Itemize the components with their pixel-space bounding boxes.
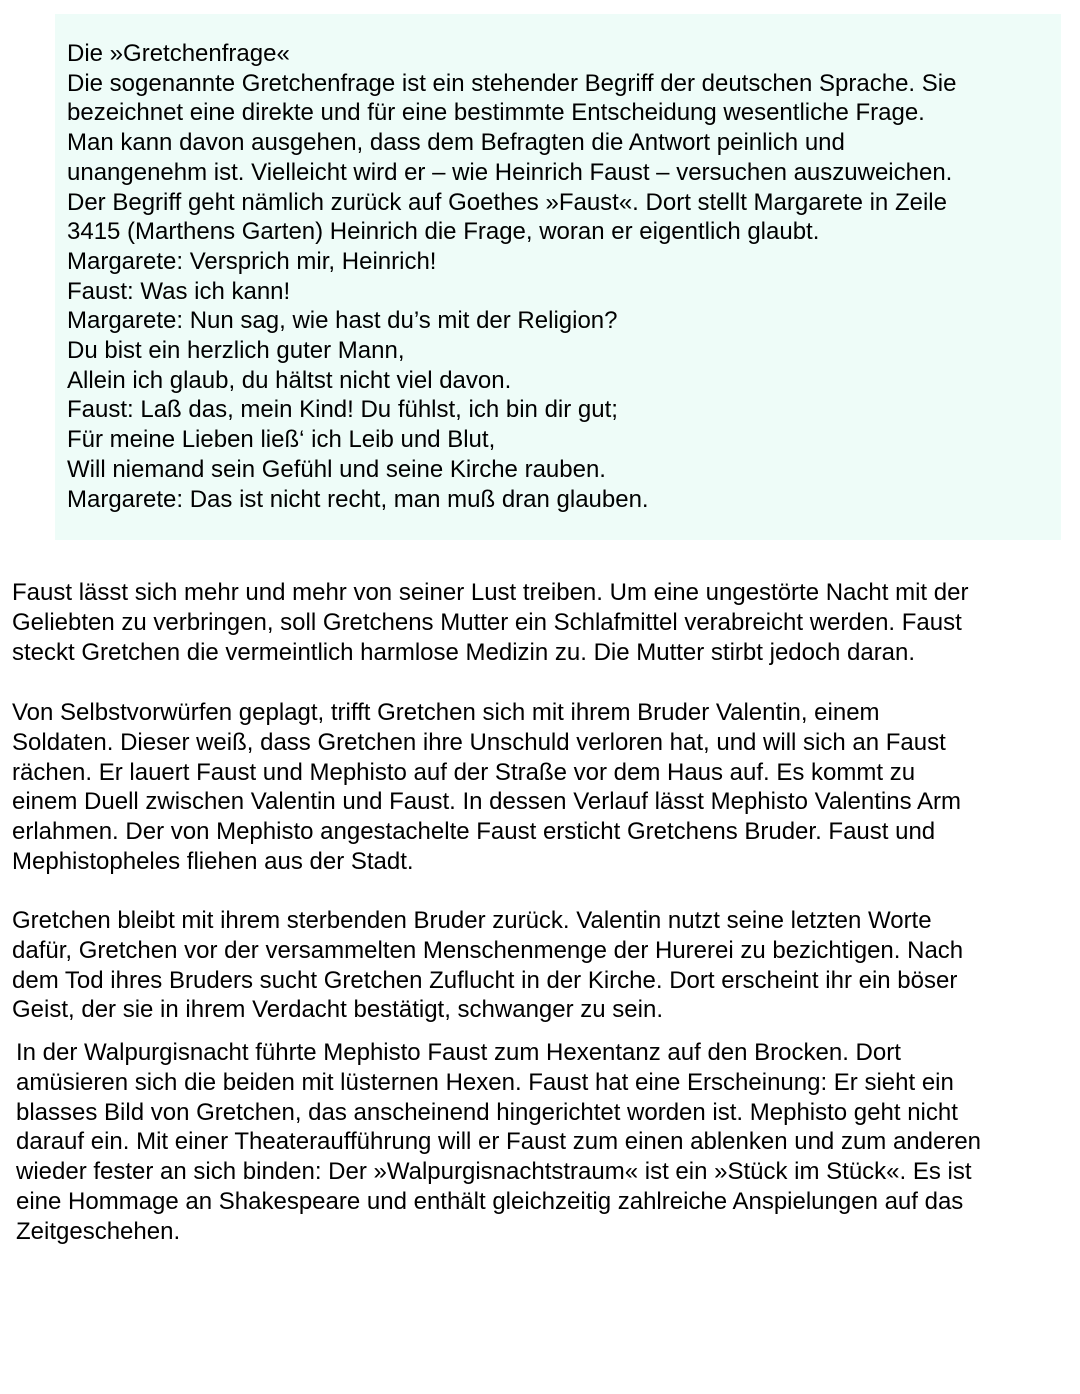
paragraph-line: Gretchen bleibt mit ihrem sterbenden Bruder zurück. Valentin nutzt seine letzten Worte [12,907,932,934]
paragraph-line: eine Hommage an Shakespeare und enthält gleichzeitig zahlreiche Anspielungen auf das [16,1187,964,1215]
paragraph-sleeping-potion [12,578,968,667]
paragraph-line: Von Selbstvorwürfen geplagt, trifft Gretchen sich mit ihrem Bruder Valentin, einem [12,699,880,726]
paragraph-line: blasses Bild von Gretchen, das anscheinend hingerichtet worden ist. Mephisto geht nicht [16,1098,958,1126]
paragraph-line: Faust lässt sich mehr und mehr von seiner Lust treiben. Um eine ungestörte Nacht mit der [12,579,969,606]
paragraph-line: rächen. Er lauert Faust und Mephisto auf der Straße vor dem Haus auf. Es kommt zu [12,758,916,786]
box-line: Du bist ein herzlich guter Mann, [67,337,405,365]
paragraph-walpurgisnacht [16,1038,981,1247]
box-line: Für meine Lieben ließ‘ ich Leib und Blut, [67,426,496,454]
box-line: Margarete: Versprich mir, Heinrich! [67,247,437,275]
paragraph-line: Geliebten zu verbringen, soll Gretchens Mutter ein Schlafmittel verabreicht werden. Faust [12,608,962,636]
paragraph-line: dafür, Gretchen vor der versammelten Menschenmenge der Hurerei zu bezichtigen. Nach [12,936,964,964]
box-line: bezeichnet eine direkte und für eine bestimmte Entscheidung wesentliche Frage. [67,99,925,127]
paragraph-line: darauf ein. Mit einer Theateraufführung will er Faust zum einen ablenken und zum anderen [16,1128,982,1156]
paragraph-church [12,906,963,1025]
box-line: Der Begriff geht nämlich zurück auf Goethes »Faust«. Dort stellt Margarete in Zeile [67,188,947,216]
paragraph-line: Zeitgeschehen. [16,1217,181,1245]
gretchenfrage-info-box [55,14,1061,540]
box-line: Margarete: Nun sag, wie hast du’s mit der Religion? [67,307,618,335]
paragraph-line: einem Duell zwischen Valentin und Faust. In dessen Verlauf lässt Mephisto Valentins Arm [12,788,961,816]
paragraph-line: dem Tod ihres Bruders sucht Gretchen Zuflucht in der Kirche. Dort erscheint ihr ein böser [12,966,958,994]
box-line: Faust: Was ich kann! [67,277,291,305]
box-line: Margarete: Das ist nicht recht, man muß dran glauben. [67,485,649,513]
paragraph-valentin-duel [12,698,961,877]
paragraph-line: steckt Gretchen die vermeintlich harmlose Medizin zu. Die Mutter stirbt jedoch daran. [12,638,916,666]
box-line: 3415 (Marthens Garten) Heinrich die Frage, woran er eigentlich glaubt. [67,218,820,246]
box-line: Allein ich glaub, du hältst nicht viel davon. [67,366,512,394]
paragraph-line: Soldaten. Dieser weiß, dass Gretchen ihre Unschuld verloren hat, und will sich an Faust [12,728,946,756]
paragraph-line: amüsieren sich die beiden mit lüsternen Hexen. Faust hat eine Erscheinung: Er sieht ein [16,1068,954,1096]
box-title: Die »Gretchenfrage« [67,40,290,67]
box-line: unangenehm ist. Vielleicht wird er – wie Heinrich Faust – versuchen auszuweichen. [67,158,953,186]
box-line: Die sogenannte Gretchenfrage ist ein stehender Begriff der deutschen Sprache. Sie [67,69,957,97]
box-line: Will niemand sein Gefühl und seine Kirche rauben. [67,455,606,483]
paragraph-line: Mephistopheles fliehen aus der Stadt. [12,847,414,875]
box-line: Man kann davon ausgehen, dass dem Befragten die Antwort peinlich und [67,129,845,157]
paragraph-line: In der Walpurgisnacht führte Mephisto Faust zum Hexentanz auf den Brocken. Dort [16,1039,901,1066]
paragraph-line: wieder fester an sich binden: Der »Walpurgisnachtstraum« ist ein »Stück im Stück«. Es ist [16,1158,972,1186]
paragraph-line: erlahmen. Der von Mephisto angestachelte Faust ersticht Gretchens Bruder. Faust und [12,818,936,846]
paragraph-line: Geist, der sie in ihrem Verdacht bestätigt, schwanger zu sein. [12,996,663,1024]
box-line: Faust: Laß das, mein Kind! Du fühlst, ich bin dir gut; [67,396,618,424]
